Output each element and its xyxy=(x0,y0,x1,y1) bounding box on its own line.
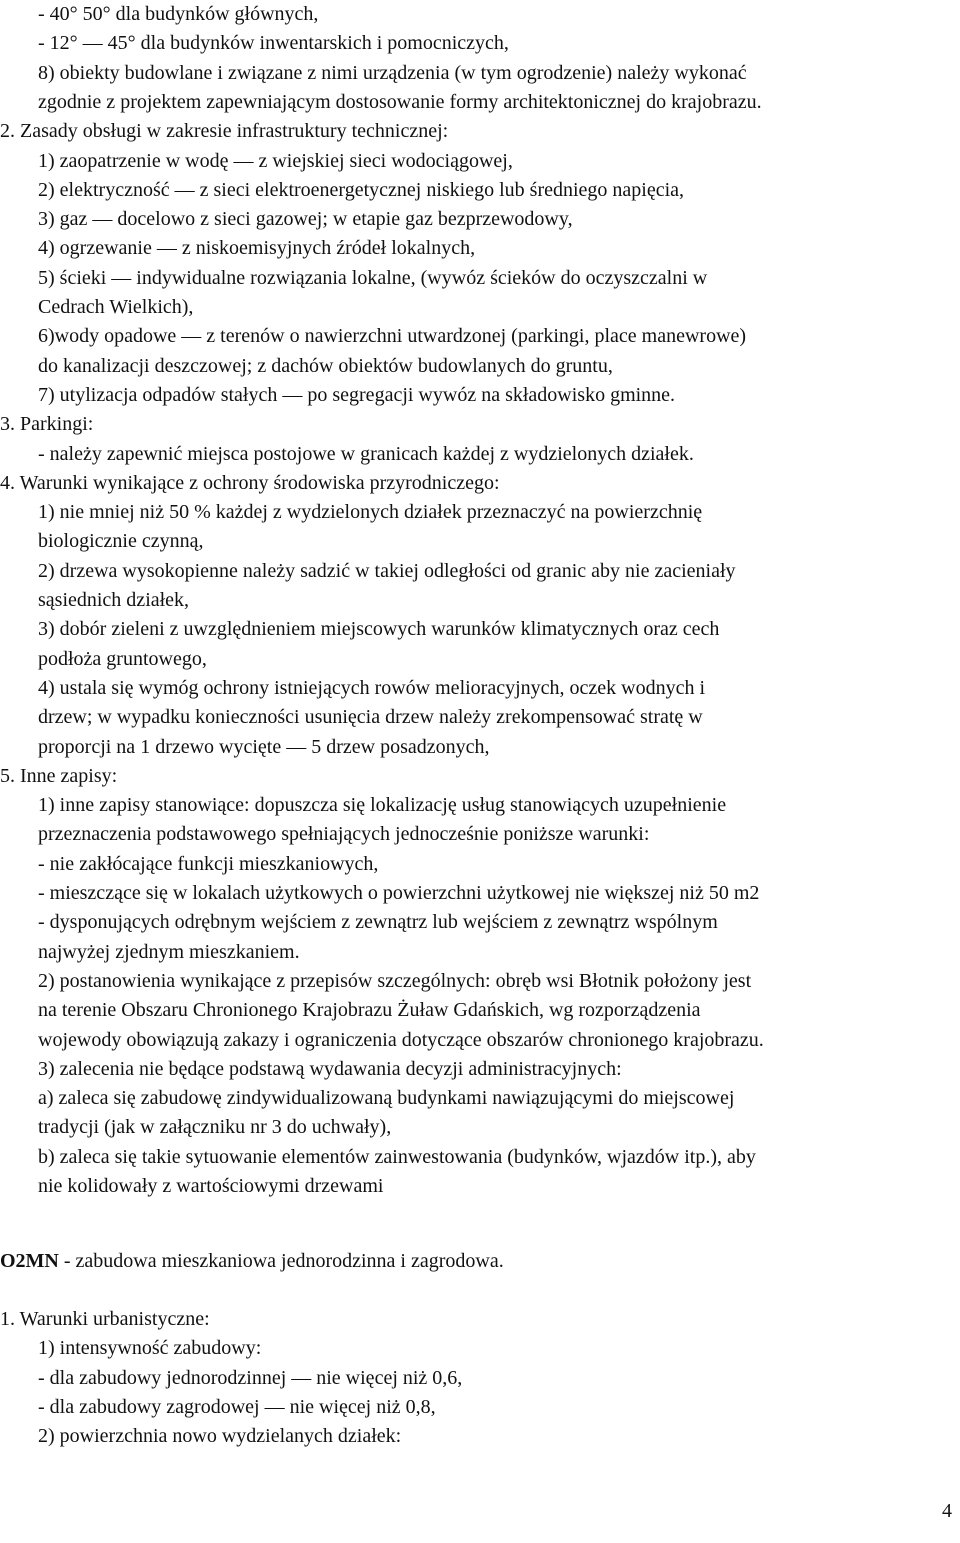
text-line: - 40° 50° dla budynków głównych, xyxy=(38,3,319,25)
text-line: Cedrach Wielkich), xyxy=(38,296,194,318)
text-line: - dysponujących odrębnym wejściem z zewnątrz lub wejściem z zewnątrz wspólnym xyxy=(38,911,718,934)
text-line: 2) powierzchnia nowo wydzielanych działek: xyxy=(38,1425,402,1447)
text-line: 2) elektryczność — z sieci elektroenergetycznej niskiego lub średniego napięcia, xyxy=(38,178,685,201)
text-line: 1. Warunki urbanistyczne: xyxy=(0,1308,210,1330)
text-line: do kanalizacji deszczowej; z dachów obiektów budowlanych do gruntu, xyxy=(38,354,613,377)
text-line: 6)wody opadowe — z terenów o nawierzchni utwardzonej (parkingi, place manewrowe) xyxy=(38,325,747,348)
text-line: 5. Inne zapisy: xyxy=(0,764,118,787)
text-line: 4) ustala się wymóg ochrony istniejących rowów melioracyjnych, oczek wodnych i xyxy=(38,676,706,699)
text-line: 4) ogrzewanie — z niskoemisyjnych źródeł lokalnych, xyxy=(38,237,476,260)
text-line: 1) inne zapisy stanowiące: dopuszcza się lokalizację usług stanowiących uzupełnienie xyxy=(38,794,727,817)
text-line: najwyżej zjednym mieszkaniem. xyxy=(38,940,300,963)
text-line: na terenie Obszaru Chronionego Krajobrazu Żuław Gdańskich, wg rozporządzenia xyxy=(38,999,701,1022)
text-line: 8) obiekty budowlane i związane z nimi urządzenia (w tym ogrodzenie) należy wykonać xyxy=(38,61,747,84)
zone-code: O2MN xyxy=(0,1250,59,1272)
page-number: 4 xyxy=(942,1500,952,1522)
text-line: 3) zalecenia nie będące podstawą wydawania decyzji administracyjnych: xyxy=(38,1057,622,1080)
text-line: drzew; w wypadku konieczności usunięcia drzew należy zrekompensować stratę w xyxy=(38,706,703,729)
text-line: 2. Zasady obsługi w zakresie infrastruktury technicznej: xyxy=(0,120,449,143)
text-line: zgodnie z projektem zapewniającym dostosowanie formy architektonicznej do krajobrazu. xyxy=(38,90,762,113)
text-line: nie kolidowały z wartościowymi drzewami xyxy=(38,1175,384,1197)
text-line: tradycji (jak w załączniku nr 3 do uchwały), xyxy=(38,1116,392,1139)
text-line: 3) gaz — docelowo z sieci gazowej; w etapie gaz bezprzewodowy, xyxy=(38,208,573,231)
text-line: 4. Warunki wynikające z ochrony środowiska przyrodniczego: xyxy=(0,471,500,494)
text-line: - nie zakłócające funkcji mieszkaniowych, xyxy=(38,852,379,875)
text-line: - mieszczące się w lokalach użytkowych o powierzchni użytkowej nie większej niż 50 m2 xyxy=(38,882,760,904)
text-line: - dla zabudowy zagrodowej — nie więcej niż 0,8, xyxy=(38,1396,436,1418)
text-line: podłoża gruntowego, xyxy=(38,647,207,670)
text-line: 5) ścieki — indywidualne rozwiązania lokalne, (wywóz ścieków do oczyszczalni w xyxy=(38,266,708,289)
text-line: b) zaleca się takie sytuowanie elementów zainwestowania (budynków, wjazdów itp.), aby xyxy=(38,1145,756,1168)
text-line: a) zaleca się zabudowę zindywidualizowaną budynkami nawiązującymi do miejscowej xyxy=(38,1087,735,1110)
text-line: 3. Parkingi: xyxy=(0,413,94,436)
text-line: 1) zaopatrzenie w wodę — z wiejskiej sieci wodociągowej, xyxy=(38,149,513,172)
text-line: przeznaczenia podstawowego spełniających jednocześnie poniższe warunki: xyxy=(38,823,650,846)
zone-heading xyxy=(0,1247,504,1276)
text-line: sąsiednich działek, xyxy=(38,589,190,611)
text-line: - dla zabudowy jednorodzinnej — nie więcej niż 0,6, xyxy=(38,1367,463,1389)
text-line: 3) dobór zieleni z uwzględnieniem miejscowych warunków klimatycznych oraz cech xyxy=(38,618,720,641)
text-line: - należy zapewnić miejsca postojowe w granicach każdej z wydzielonych działek. xyxy=(38,442,694,465)
text-line: biologicznie czynną, xyxy=(38,530,204,553)
text-line: 2) postanowienia wynikające z przepisów szczególnych: obręb wsi Błotnik położony jest xyxy=(38,969,752,992)
text-line: 1) intensywność zabudowy: xyxy=(38,1337,262,1359)
text-line: 2) drzewa wysokopienne należy sadzić w takiej odległości od granic aby nie zacieniały xyxy=(38,559,736,582)
text-line: 1) nie mniej niż 50 % każdej z wydzielonych działek przeznaczyć na powierzchnię xyxy=(38,501,703,524)
text-line: wojewody obowiązują zakazy i ograniczenia dotyczące obszarów chronionego krajobrazu. xyxy=(38,1028,764,1051)
text-line: - 12° — 45° dla budynków inwentarskich i pomocniczych, xyxy=(38,32,509,55)
text-line: 7) utylizacja odpadów stałych — po segregacji wywóz na składowisko gminne. xyxy=(38,383,676,406)
text-line: proporcji na 1 drzewo wycięte — 5 drzew posadzonych, xyxy=(38,735,490,758)
zone-description: - zabudowa mieszkaniowa jednorodzinna i zagrodowa. xyxy=(58,1250,504,1272)
